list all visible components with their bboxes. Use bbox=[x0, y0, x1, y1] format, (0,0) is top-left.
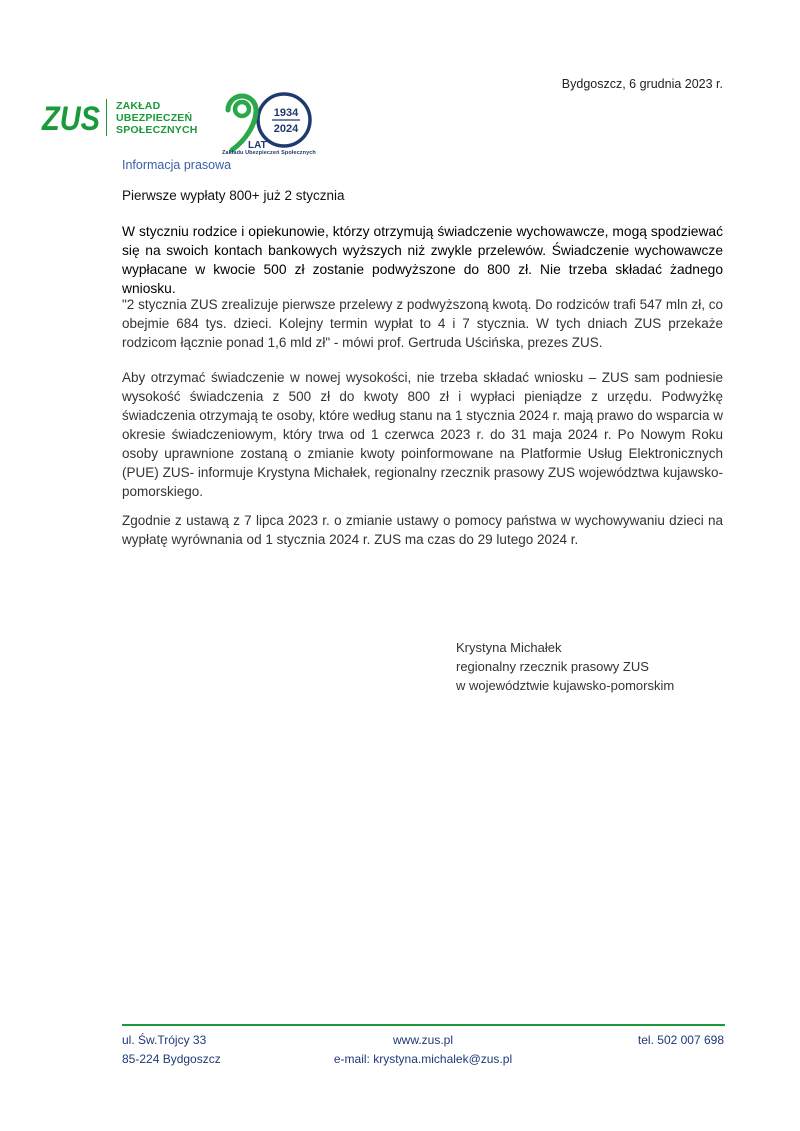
article-paragraph-2: Aby otrzymać świadczenie w nowej wysokości, nie trzeba składać wniosku – ZUS sam podniesie wysokość świadczenia z 500 zł do kwoty 800 zł i wypłaci pieniądze z urzędu. Podwyżkę świadczenia otrzymają te osoby, które według stanu na 1 stycznia 2024 r. mają prawo do wsparcia w okresie świadczeniowym, który trwa od 1 czerwca 2023 r. do 31 maja 2024 r. Po Nowym Roku osoby uprawnione zostaną o zmianie kwoty poinformowane na Platformie Usług Elektronicznych (PUE) ZUS- informuje Krystyna Michałek, regionalny rzecznik prasowy ZUS województwa kujawsko-pomorskiego. bbox=[122, 370, 723, 499]
anniversary-lat: LAT bbox=[248, 140, 267, 151]
footer-contact bbox=[300, 1031, 546, 1069]
signature-region: w województwie kujawsko-pomorskim bbox=[456, 678, 675, 693]
footer-address bbox=[122, 1031, 221, 1069]
article-headline: Pierwsze wypłaty 800+ już 2 stycznia bbox=[122, 188, 345, 203]
footer-website-link[interactable]: www.zus.pl bbox=[392, 1033, 454, 1047]
logo-wordmark bbox=[116, 100, 198, 136]
zus-logo-mark bbox=[41, 99, 102, 138]
anniversary-year-start: 1934 bbox=[273, 107, 299, 119]
zus-logo-text: ZUS bbox=[41, 100, 101, 138]
footer-phone: tel. 502 007 698 bbox=[637, 1033, 724, 1047]
article-lead: W styczniu rodzice i opiekunowie, którzy otrzymują świadczenie wychowawcze, mogą spodziewać się na swoich kontach bankowych wyższych niż zwykle przelewów. Świadczenie wychowawcze wypłacane w kwocie 500 zł zostanie podwyższone do 800 zł. Nie trzeba składać żadnego wniosku. bbox=[122, 224, 723, 296]
logo-divider bbox=[106, 99, 107, 136]
press-release-label: Informacja prasowa bbox=[122, 158, 232, 172]
article-paragraph-1: "2 stycznia ZUS zrealizuje pierwsze przelewy z podwyższoną kwotą. Do rodziców trafi 547 mln zł, co obejmie 684 tys. dzieci. Kolejny termin wypłat to 4 i 7 stycznia. W tych dniach ZUS przekaże rodzicom łącznie ponad 1,6 mld zł" - mówi prof. Gertruda Uścińska, prezes ZUS. bbox=[122, 297, 723, 350]
logo-line-2: UBEZPIECZEŃ bbox=[116, 112, 193, 124]
footer-city: 85-224 Bydgoszcz bbox=[122, 1052, 221, 1066]
signature-block bbox=[456, 638, 674, 695]
anniversary-year-end: 2024 bbox=[273, 123, 299, 135]
anniversary-caption: Zakładu Ubezpieczeń Społecznych bbox=[222, 150, 316, 156]
signature-title: regionalny rzecznik prasowy ZUS bbox=[456, 659, 649, 674]
logo-line-3: SPOŁECZNYCH bbox=[116, 124, 198, 136]
logo-line-1: ZAKŁAD bbox=[116, 100, 161, 112]
footer-email-link[interactable]: e-mail: krystyna.michalek@zus.pl bbox=[333, 1052, 513, 1066]
signature-name: Krystyna Michałek bbox=[456, 640, 562, 655]
anniversary-nine-loop bbox=[235, 102, 249, 116]
article-paragraph-3: Zgodnie z ustawą z 7 lipca 2023 r. o zmianie ustawy o pomocy państwa w wychowywaniu dzieci na wypłatę wyrównania od 1 stycznia 2024 r. ZUS ma czas do 29 lutego 2024 r. bbox=[122, 513, 723, 547]
place-date: Bydgoszcz, 6 grudnia 2023 r. bbox=[561, 77, 723, 91]
footer-divider bbox=[122, 1024, 725, 1026]
footer-street: ul. Św.Trójcy 33 bbox=[122, 1033, 207, 1047]
